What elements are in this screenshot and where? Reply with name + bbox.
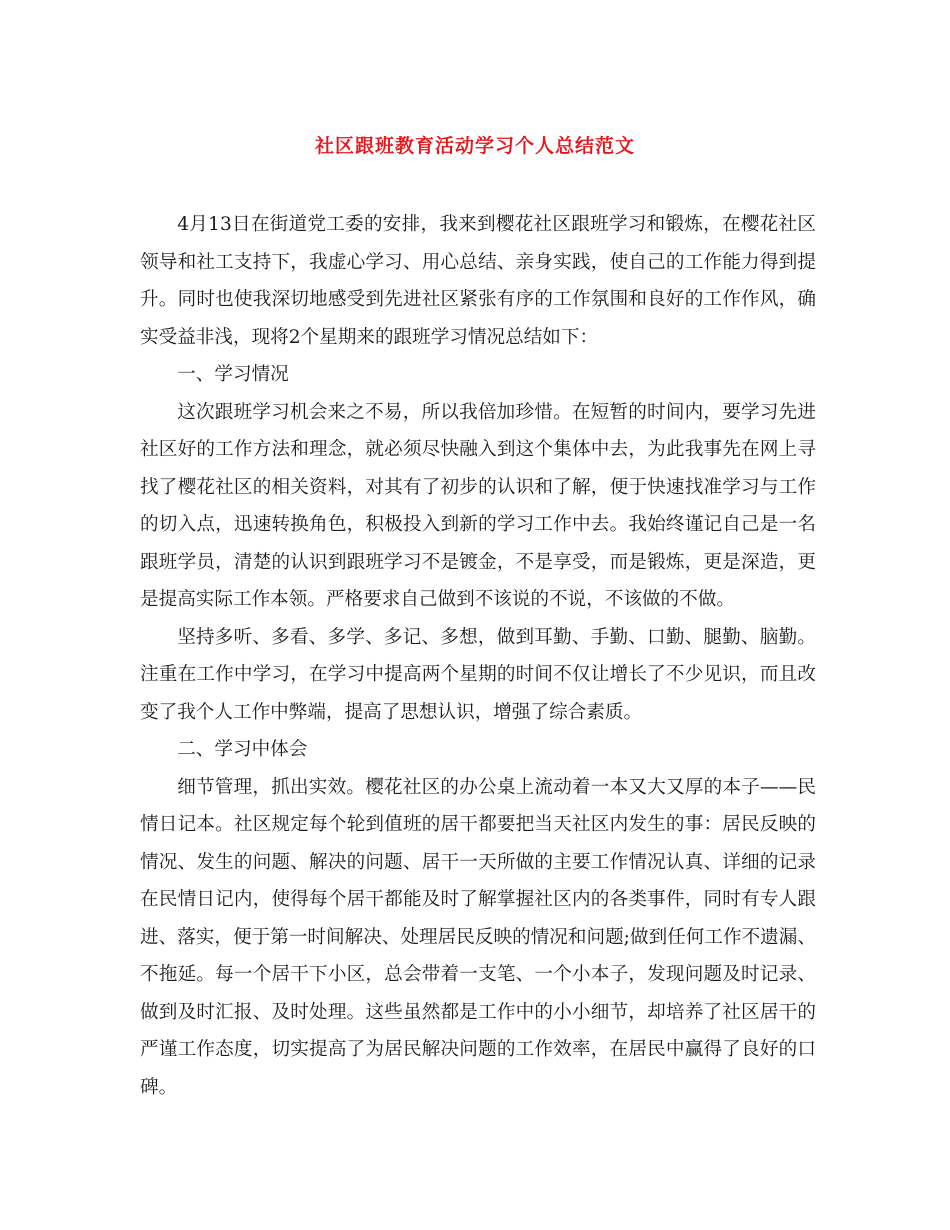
paragraph-persistence: 坚持多听、多看、多学、多记、多想，做到耳勤、手勤、口勤、腿勤、脑勤。注重在工作中学习，在学习中提高两个星期的时间不仅让增长了不少见识，而且改变了我个人工作中弊端，提高了思想认识，增强了综合素质。	[140, 626, 816, 723]
document-title: 社区跟班教育活动学习个人总结范文	[314, 135, 635, 157]
document-body	[140, 206, 816, 1106]
section-heading-study: 一、学习情况	[177, 364, 289, 385]
section-heading-experience: 二、学习中体会	[177, 739, 308, 760]
paragraph-study-situation: 这次跟班学习机会来之不易，所以我倍加珍惜。在短暂的时间内，要学习先进社区好的工作方法和理念，就必须尽快融入到这个集体中去，为此我事先在网上寻找了樱花社区的相关资料，对其有了初步的认识和了解，便于快速找准学习与工作的切入点，迅速转换角色，积极投入到新的学习工作中去。我始终谨记自己是一名跟班学员，清楚的认识到跟班学习不是镀金，不是享受，而是锻炼，更是深造，更是提高实际工作本领。严格要求自己做到不该说的不说，不该做的不做。	[140, 401, 816, 610]
paragraph-intro: 4月13日在街道党工委的安排，我来到樱花社区跟班学习和锻炼，在樱花社区领导和社工支持下，我虚心学习、用心总结、亲身实践，使自己的工作能力得到提升。同时也使我深切地感受到先进社区紧张有序的工作氛围和良好的工作作风，确实受益非浅，现将2个星期来的跟班学习情况总结如下：	[140, 214, 816, 348]
paragraph-detail-management: 细节管理，抓出实效。樱花社区的办公桌上流动着一本又大又厚的本子——民情日记本。社区规定每个轮到值班的居干都要把当天社区内发生的事：居民反映的情况、发生的问题、解决的问题、居干一天所做的主要工作情况认真、详细的记录在民情日记内，使得每个居干都能及时了解掌握社区内的各类事件，同时有专人跟进、落实，便于第一时间解决、处理居民反映的情况和问题;做到任何工作不遗漏、不拖延。每一个居干下小区，总会带着一支笔、一个小本子，发现问题及时记录、做到及时汇报、及时处理。这些虽然都是工作中的小小细节，却培养了社区居干的严谨工作态度，切实提高了为居民解决问题的工作效率，在居民中赢得了良好的口碑。	[140, 776, 816, 1098]
